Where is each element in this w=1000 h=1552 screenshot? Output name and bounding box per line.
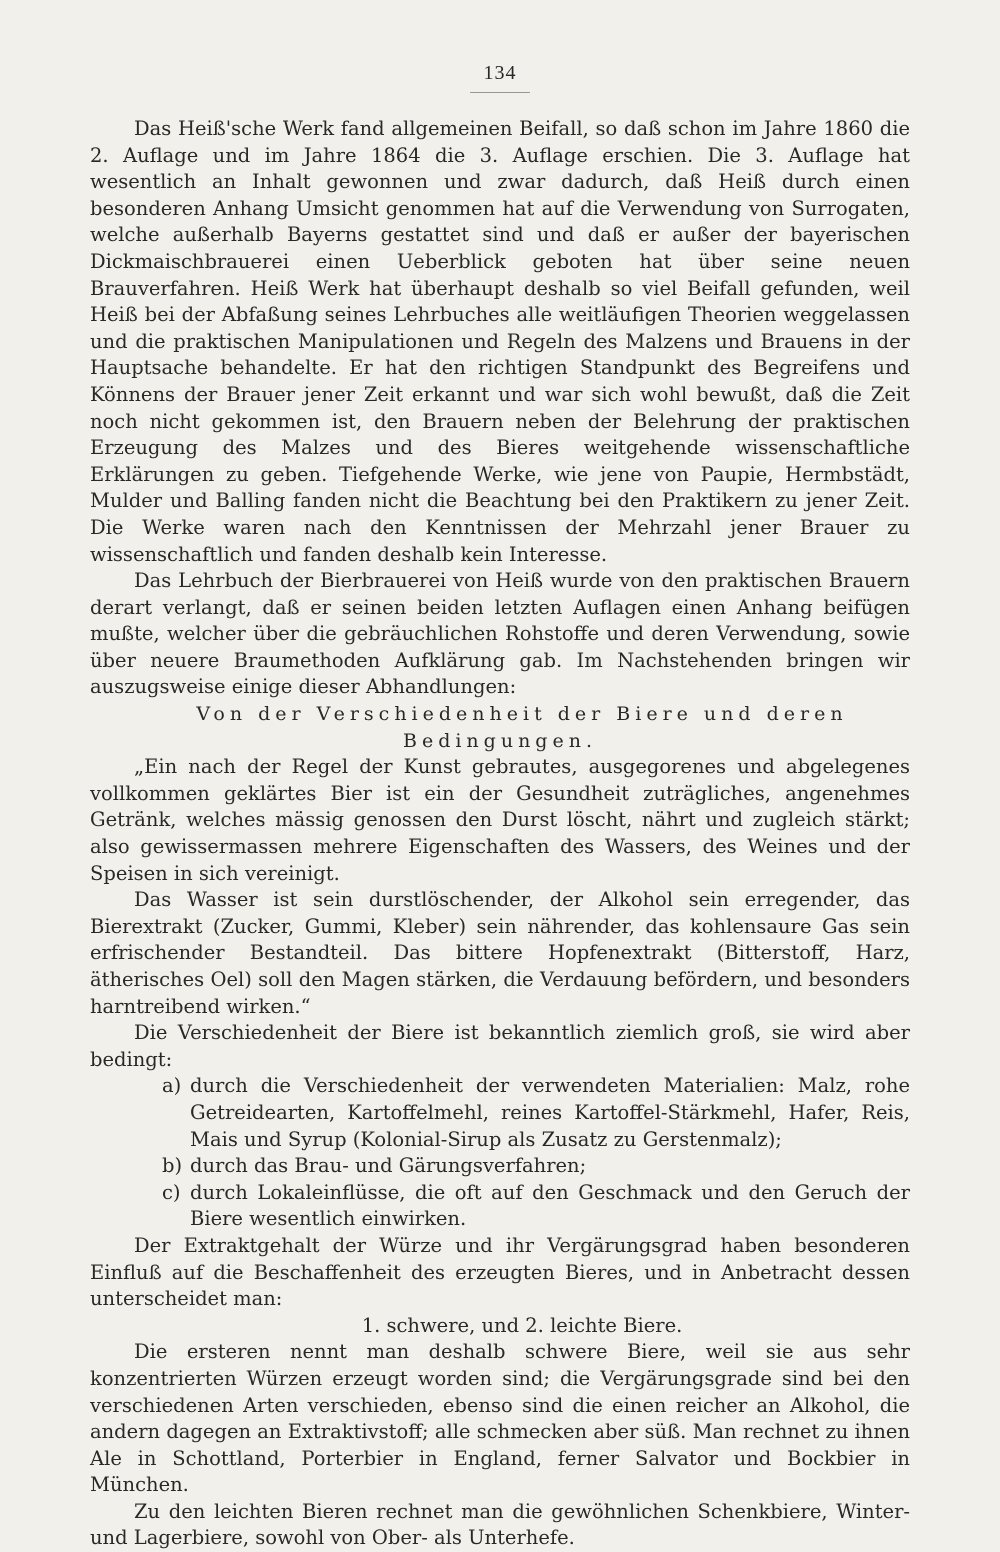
list-item — [90, 1180, 910, 1233]
list-marker: a) — [162, 1074, 182, 1098]
body-text — [90, 116, 910, 1552]
paragraph-3: „Ein nach der Regel der Kunst gebrautes, ausgegorenes und abgelegenes vollkommen geklärtes Bier ist ein der Gesundheit zuträgliches, angenehmes Getränk, welches mässig genossen den Durst löscht, nährt und zugleich stärkt; also gewissermassen mehrere Eigenschaften des Wassers, des Weines und der Speisen in sich vereinigt. — [90, 755, 910, 885]
section-heading: Von der Verschiedenheit der Biere und deren Bedingungen. — [196, 703, 848, 752]
list-item — [90, 1153, 910, 1180]
paragraph-6: Der Extraktgehalt der Würze und ihr Vergärungsgrad haben besonderen Einfluß auf die Beschaffenheit des erzeugten Bieres, und in Anbetracht dessen unterscheidet man: — [90, 1233, 910, 1311]
paragraph-2: Das Lehrbuch der Bierbrauerei von Heiß wurde von den praktischen Brauern derart verlangt, daß er seinen beiden letzten Auflagen einen Anhang beifügen mußte, welcher über die gebräuchlichen Rohstoffe und deren Verwendung, sowie über neuere Braumethoden Aufklärung gab. Im Nachstehenden bringen wir auszugsweise einige dieser Abhandlungen: — [90, 569, 910, 699]
paragraph-9: Zu den leichten Bieren rechnet man die gewöhnlichen Schenkbiere, Winter- und Lagerbiere, sowohl von Ober- als Unterhefe. — [90, 1499, 910, 1550]
paragraph-1: Das Heiß'sche Werk fand allgemeinen Beifall, so daß schon im Jahre 1860 die 2. Auflage und im Jahre 1864 die 3. Auflage erschien. Die 3. Auflage hat wesentlich an Inhalt gewonnen und zwar dadurch, daß Heiß durch einen besonderen Anhang Umsicht genommen hat auf die Verwendung von Surrogaten, welche außerhalb Bayerns gestattet sind und daß er außer der bayerischen Dickmaischbrauerei einen Ueberblick geboten hat über seine neuen Brauverfahren. Heiß Werk hat überhaupt deshalb so viel Beifall gefunden, weil Heiß bei der Abfaßung seines Lehrbuches alle weitläufigen Theorien weggelassen und die praktischen Manipulationen und Regeln des Malzens und Brauens in der Hauptsache behandelte. Er hat den richtigen Standpunkt des Begreifens und Könnens der Brauer jener Zeit erkannt und war sich wohl bewußt, daß die Zeit noch nicht gekommen ist, den Brauern neben der Belehrung der praktischen Erzeugung des Malzes und des Bieres weitgehende wissenschaftliche Erklärungen zu geben. Tiefgehende Werke, wie jene von Paupie, Hermbstädt, Mulder und Balling fanden nicht die Beachtung bei den Praktikern zu jener Zeit. Die Werke waren nach den Kenntnissen der Mehrzahl jener Brauer zu wissenschaftlich und fanden deshalb kein Interesse. — [90, 117, 910, 566]
list-item — [90, 1073, 910, 1153]
list-item-text: durch die Verschiedenheit der verwendeten Materialien: Malz, rohe Getreidearten, Kartoffelmehl, reines Kartoffel-Stärkmehl, Hafer, Reis, Mais und Syrup (Kolonial-Sirup als Zusatz zu Gerstenmalz); — [190, 1074, 910, 1151]
list-marker: c) — [162, 1180, 181, 1204]
list-item-text: durch das Brau- und Gärungsverfahren; — [190, 1154, 587, 1178]
beer-classes-line: 1. schwere, und 2. leichte Biere. — [361, 1313, 683, 1337]
conditions-list — [90, 1073, 910, 1233]
paragraph-4: Das Wasser ist sein durstlöschender, der Alkohol sein erregender, das Bierextrakt (Zucker, Gummi, Kleber) sein nährender, das kohlensaure Gas sein erfrischender Bestandteil. Das bittere Hopfenextrakt (Bitterstoff, Harz, ätherisches Oel) soll den Magen stärken, die Verdauung befördern, und besonders harntreibend wirken.“ — [90, 888, 910, 1018]
paragraph-8: Die ersteren nennt man deshalb schwere Biere, weil sie aus sehr konzentrierten Würzen erzeugt worden sind; die Vergärungsgrade sind bei den verschiedenen Arten verschieden, ebenso sind die einen reicher an Alkohol, die andern dagegen an Extraktivstoff; alle schmecken aber süß. Man rechnet zu ihnen Ale in Schottland, Porterbier in England, ferner Salvator und Bockbier in München. — [90, 1340, 910, 1497]
page-number-rule — [470, 92, 530, 93]
page-number: 134 — [483, 62, 517, 84]
paragraph-5: Die Verschiedenheit der Biere ist bekanntlich ziemlich groß, sie wird aber bedingt: — [90, 1021, 910, 1071]
list-marker: b) — [162, 1154, 183, 1178]
list-item-text: durch Lokaleinflüsse, die oft auf den Geschmack und den Geruch der Biere wesentlich einwirken. — [190, 1180, 910, 1231]
